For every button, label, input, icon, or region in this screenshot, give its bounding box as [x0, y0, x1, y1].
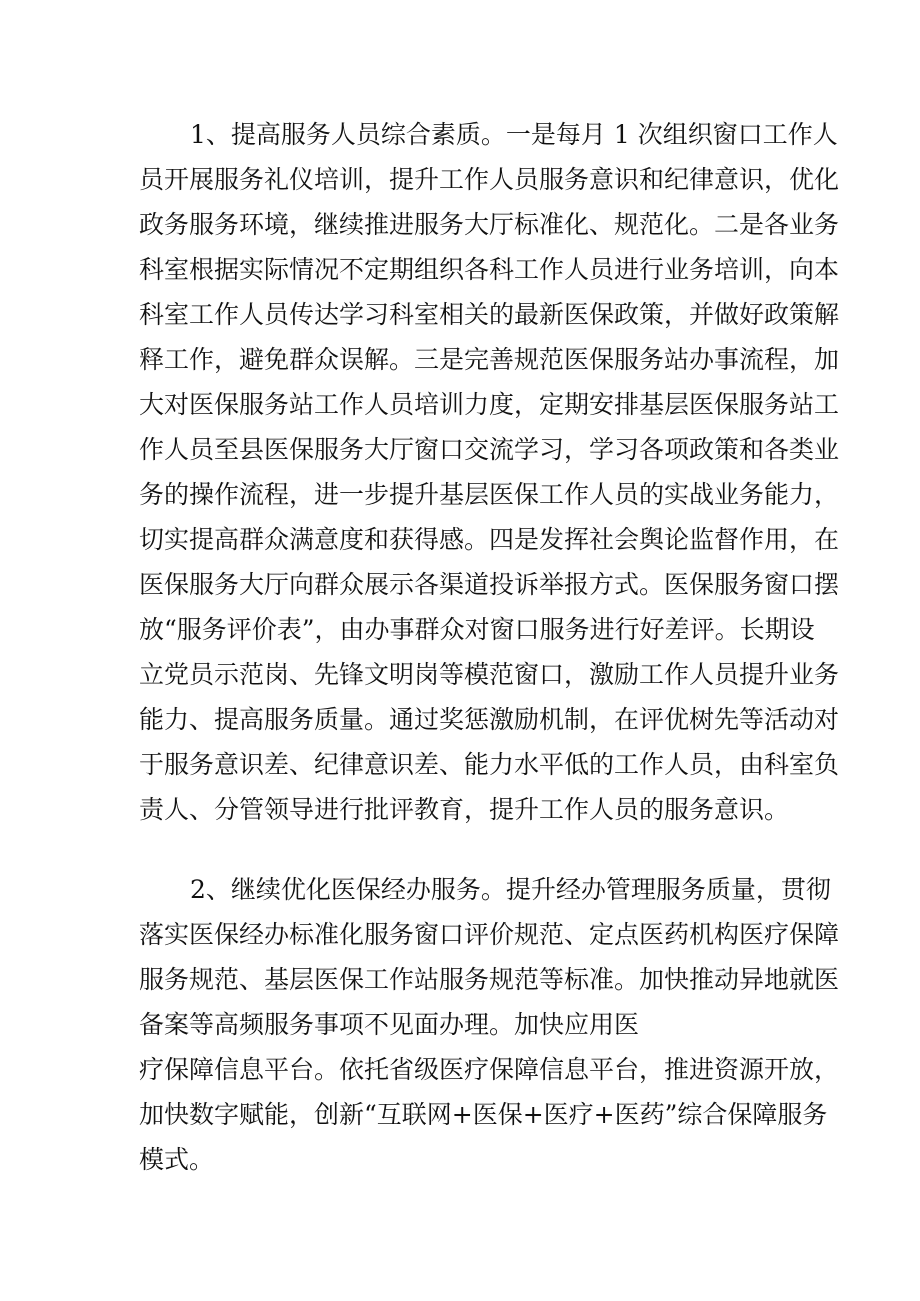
paragraph-1-line-14: 能力、提高服务质量。通过奖惩激励机制，在评优树先等活动对	[139, 705, 840, 734]
paragraph-1-line-1: 1、提高服务人员综合素质。一是每月 1 次组织窗口工作人	[190, 120, 838, 149]
paragraph-1-line-8: 作人员至县医保服务大厅窗口交流学习，学习各项政策和各类业	[139, 435, 840, 464]
paragraph-2-line-6: 加快数字赋能，创新“互联网+医保+医疗+医药”综合保障服务	[139, 1100, 828, 1129]
paragraph-1-line-11: 医保服务大厅向群众展示各渠道投诉举报方式。医保服务窗口摆	[139, 570, 840, 599]
paragraph-2-line-3: 服务规范、基层医保工作站服务规范等标准。加快推动异地就医	[139, 965, 840, 994]
paragraph-1-line-7: 大对医保服务站工作人员培训力度，定期安排基层医保服务站工	[139, 390, 840, 419]
paragraph-1-line-15: 于服务意识差、纪律意识差、能力水平低的工作人员，由科室负	[139, 750, 840, 779]
paragraph-2-line-1: 2、继续优化医保经办服务。提升经办管理服务质量，贯彻	[190, 875, 831, 904]
paragraph-1-line-13: 立党员示范岗、先锋文明岗等模范窗口，激励工作人员提升业务	[139, 660, 840, 689]
paragraph-2-line-5: 疗保障信息平台。依托省级医疗保障信息平台，推进资源开放，	[139, 1055, 840, 1084]
paragraph-1-line-6: 释工作，避免群众误解。三是完善规范医保服务站办事流程，加	[139, 345, 840, 374]
paragraph-1-line-10: 切实提高群众满意度和获得感。四是发挥社会舆论监督作用，在	[139, 525, 840, 554]
paragraph-1-line-3: 政务服务环境，继续推进服务大厅标准化、规范化。二是各业务	[139, 210, 840, 239]
paragraph-1-line-12: 放“服务评价表”，由办事群众对窗口服务进行好差评。长期设	[139, 615, 815, 644]
paragraph-1-line-9: 务的操作流程，进一步提升基层医保工作人员的实战业务能力，	[139, 480, 840, 509]
paragraph-1-line-16: 责人、分管领导进行批评教育，提升工作人员的服务意识。	[139, 795, 790, 824]
paragraph-2-line-7: 模式。	[139, 1145, 215, 1174]
paragraph-2-line-2: 落实医保经办标准化服务窗口评价规范、定点医药机构医疗保障	[139, 920, 840, 949]
paragraph-1-line-2: 员开展服务礼仪培训，提升工作人员服务意识和纪律意识，优化	[139, 165, 840, 194]
paragraph-1-line-5: 科室工作人员传达学习科室相关的最新医保政策，并做好政策解	[139, 300, 840, 329]
paragraph-2-line-4: 备案等高频服务事项不见面办理。加快应用医	[139, 1010, 640, 1039]
paragraph-1-line-4: 科室根据实际情况不定期组织各科工作人员进行业务培训，向本	[139, 255, 840, 284]
